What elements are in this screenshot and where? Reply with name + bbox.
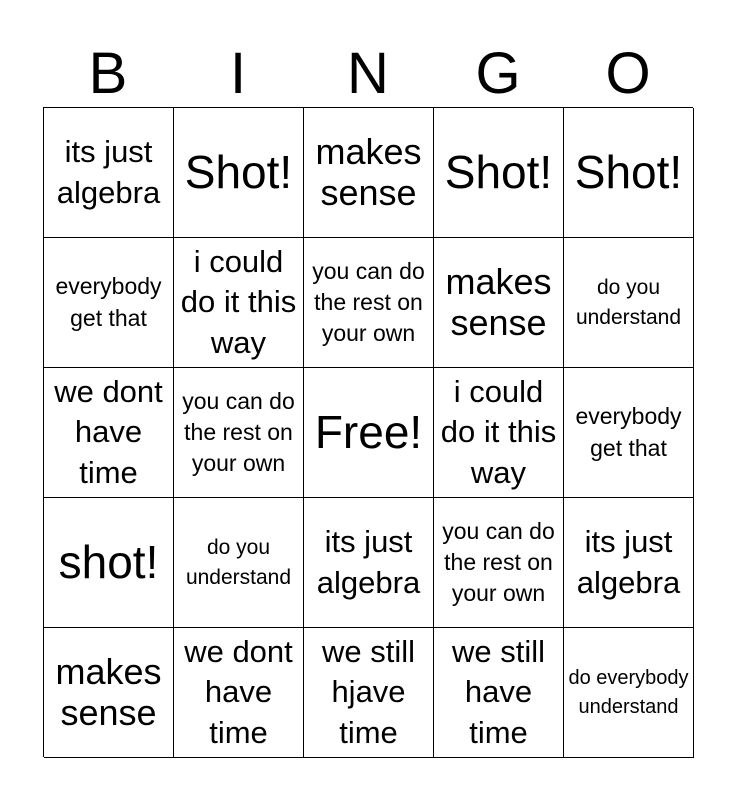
bingo-cell[interactable]: Shot! [174, 108, 304, 238]
free-space-cell[interactable]: Free! [304, 368, 434, 498]
bingo-cell[interactable]: we dont have time [174, 628, 304, 758]
bingo-board [43, 107, 693, 757]
bingo-cell[interactable]: do you understand [174, 498, 304, 628]
bingo-cell[interactable]: makes sense [44, 628, 174, 758]
bingo-header [43, 42, 693, 106]
bingo-cell[interactable]: you can do the rest on your own [304, 238, 434, 368]
bingo-cell[interactable]: its just algebra [44, 108, 174, 238]
bingo-cell[interactable]: shot! [44, 498, 174, 628]
bingo-cell[interactable]: we dont have time [44, 368, 174, 498]
bingo-cell[interactable]: makes sense [304, 108, 434, 238]
bingo-cell[interactable]: you can do the rest on your own [434, 498, 564, 628]
header-letter-o: O [605, 41, 651, 106]
header-letter-n: N [347, 41, 389, 106]
bingo-cell[interactable]: Shot! [434, 108, 564, 238]
bingo-cell[interactable]: do everybody understand [564, 628, 694, 758]
bingo-cell[interactable]: do you understand [564, 238, 694, 368]
bingo-cell[interactable]: makes sense [434, 238, 564, 368]
bingo-cell[interactable]: everybody get that [564, 368, 694, 498]
header-letter-g: G [475, 41, 521, 106]
bingo-cell[interactable]: everybody get that [44, 238, 174, 368]
bingo-cell[interactable]: i could do it this way [174, 238, 304, 368]
bingo-cell[interactable]: we still have time [434, 628, 564, 758]
bingo-cell[interactable]: its just algebra [304, 498, 434, 628]
header-letter-b: B [88, 41, 128, 106]
header-letter-i: I [229, 41, 247, 106]
bingo-cell[interactable]: its just algebra [564, 498, 694, 628]
bingo-cell[interactable]: we still hjave time [304, 628, 434, 758]
bingo-cell[interactable]: you can do the rest on your own [174, 368, 304, 498]
bingo-cell[interactable]: Shot! [564, 108, 694, 238]
bingo-cell[interactable]: i could do it this way [434, 368, 564, 498]
